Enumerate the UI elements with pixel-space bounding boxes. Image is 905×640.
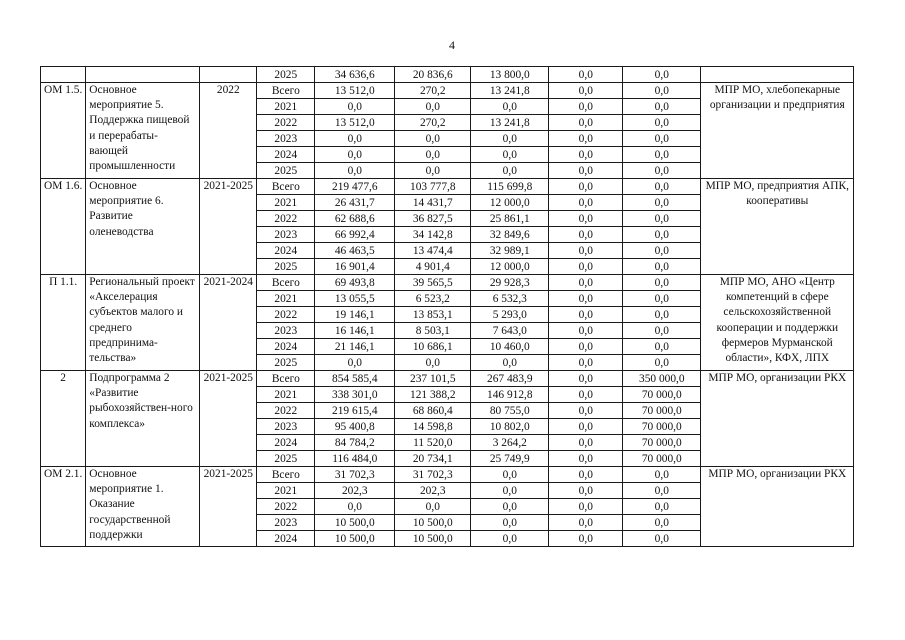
value-cell-federal: 0,0	[395, 131, 471, 147]
table-row	[41, 275, 854, 291]
year-cell: 2023	[257, 227, 315, 243]
value-cell-total: 0,0	[315, 99, 395, 115]
value-cell-local: 0,0	[549, 275, 623, 291]
year-cell: 2024	[257, 531, 315, 547]
value-cell-regional: 0,0	[471, 99, 549, 115]
value-cell-total: 34 636,6	[315, 67, 395, 83]
value-cell-federal: 4 901,4	[395, 259, 471, 275]
value-cell-federal: 202,3	[395, 483, 471, 499]
value-cell-total: 0,0	[315, 131, 395, 147]
year-cell: 2022	[257, 307, 315, 323]
value-cell-regional: 0,0	[471, 499, 549, 515]
value-cell-regional: 10 460,0	[471, 339, 549, 355]
item-code: ОМ 1.5.	[41, 83, 86, 179]
item-period: 2021-2025	[200, 371, 257, 467]
value-cell-regional: 3 264,2	[471, 435, 549, 451]
value-cell-total: 0,0	[315, 147, 395, 163]
item-code: ОМ 1.6.	[41, 179, 86, 275]
value-cell-total: 46 463,5	[315, 243, 395, 259]
value-cell-regional: 25 861,1	[471, 211, 549, 227]
item-code: П 1.1.	[41, 275, 86, 371]
value-cell-federal: 13 853,1	[395, 307, 471, 323]
value-cell-extrabudget: 0,0	[623, 259, 701, 275]
value-cell-extrabudget: 0,0	[623, 515, 701, 531]
value-cell-local: 0,0	[549, 387, 623, 403]
item-period: 2022	[200, 83, 257, 179]
page-number: 4	[449, 38, 455, 52]
value-cell-local: 0,0	[549, 211, 623, 227]
item-period: 2021-2024	[200, 275, 257, 371]
value-cell-regional: 5 293,0	[471, 307, 549, 323]
value-cell-total: 69 493,8	[315, 275, 395, 291]
value-cell-regional: 32 989,1	[471, 243, 549, 259]
value-cell-federal: 0,0	[395, 499, 471, 515]
value-cell-total: 66 992,4	[315, 227, 395, 243]
budget-table	[40, 66, 854, 547]
value-cell-extrabudget: 0,0	[623, 67, 701, 83]
value-cell-regional: 146 912,8	[471, 387, 549, 403]
value-cell-extrabudget: 0,0	[623, 467, 701, 483]
table-row	[41, 67, 854, 83]
value-cell-total: 0,0	[315, 499, 395, 515]
value-cell-local: 0,0	[549, 355, 623, 371]
year-cell: 2024	[257, 339, 315, 355]
value-cell-local: 0,0	[549, 371, 623, 387]
value-cell-local: 0,0	[549, 499, 623, 515]
item-code: ОМ 2.1.	[41, 467, 86, 547]
value-cell-federal: 270,2	[395, 83, 471, 99]
value-cell-regional: 32 849,6	[471, 227, 549, 243]
value-cell-regional: 29 928,3	[471, 275, 549, 291]
value-cell-extrabudget: 0,0	[623, 307, 701, 323]
value-cell-federal: 6 523,2	[395, 291, 471, 307]
value-cell-local: 0,0	[549, 83, 623, 99]
value-cell-local: 0,0	[549, 227, 623, 243]
year-cell: 2025	[257, 355, 315, 371]
item-responsible: МПР МО, организации РКХ	[701, 467, 854, 547]
value-cell-total: 0,0	[315, 163, 395, 179]
value-cell-total: 219 615,4	[315, 403, 395, 419]
value-cell-regional: 12 000,0	[471, 195, 549, 211]
value-cell-extrabudget: 0,0	[623, 355, 701, 371]
value-cell-total: 0,0	[315, 355, 395, 371]
value-cell-regional: 13 241,8	[471, 115, 549, 131]
year-cell: 2023	[257, 515, 315, 531]
year-cell: 2025	[257, 163, 315, 179]
item-name: Подпрограмма 2 «Развитие рыбохозяйствен-ного комплекса»	[86, 371, 200, 467]
value-cell-federal: 103 777,8	[395, 179, 471, 195]
empty-cell	[701, 67, 854, 83]
item-responsible: МПР МО, хлебопекарные организации и предприятия	[701, 83, 854, 179]
value-cell-federal: 20 836,6	[395, 67, 471, 83]
value-cell-local: 0,0	[549, 195, 623, 211]
value-cell-total: 95 400,8	[315, 419, 395, 435]
value-cell-regional: 13 241,8	[471, 83, 549, 99]
value-cell-extrabudget: 0,0	[623, 131, 701, 147]
value-cell-extrabudget: 0,0	[623, 227, 701, 243]
item-code: 2	[41, 371, 86, 467]
value-cell-local: 0,0	[549, 483, 623, 499]
value-cell-total: 13 055,5	[315, 291, 395, 307]
value-cell-regional: 7 643,0	[471, 323, 549, 339]
value-cell-regional: 0,0	[471, 163, 549, 179]
value-cell-extrabudget: 70 000,0	[623, 403, 701, 419]
value-cell-local: 0,0	[549, 515, 623, 531]
value-cell-federal: 31 702,3	[395, 467, 471, 483]
value-cell-total: 84 784,2	[315, 435, 395, 451]
value-cell-federal: 39 565,5	[395, 275, 471, 291]
table-row	[41, 179, 854, 195]
value-cell-extrabudget: 0,0	[623, 83, 701, 99]
value-cell-extrabudget: 0,0	[623, 531, 701, 547]
value-cell-extrabudget: 0,0	[623, 163, 701, 179]
value-cell-federal: 20 734,1	[395, 451, 471, 467]
value-cell-regional: 0,0	[471, 467, 549, 483]
value-cell-total: 13 512,0	[315, 115, 395, 131]
table-row	[41, 83, 854, 99]
value-cell-extrabudget: 0,0	[623, 275, 701, 291]
value-cell-federal: 10 500,0	[395, 531, 471, 547]
value-cell-federal: 10 686,1	[395, 339, 471, 355]
value-cell-extrabudget: 0,0	[623, 195, 701, 211]
value-cell-local: 0,0	[549, 291, 623, 307]
year-cell: Всего	[257, 371, 315, 387]
value-cell-federal: 121 388,2	[395, 387, 471, 403]
value-cell-total: 31 702,3	[315, 467, 395, 483]
value-cell-extrabudget: 350 000,0	[623, 371, 701, 387]
value-cell-regional: 0,0	[471, 483, 549, 499]
value-cell-federal: 0,0	[395, 355, 471, 371]
value-cell-total: 13 512,0	[315, 83, 395, 99]
year-cell: Всего	[257, 83, 315, 99]
year-cell: 2025	[257, 67, 315, 83]
year-cell: 2022	[257, 115, 315, 131]
value-cell-federal: 0,0	[395, 147, 471, 163]
value-cell-federal: 13 474,4	[395, 243, 471, 259]
value-cell-federal: 270,2	[395, 115, 471, 131]
empty-cell	[200, 67, 257, 83]
value-cell-local: 0,0	[549, 339, 623, 355]
year-cell: 2024	[257, 147, 315, 163]
value-cell-local: 0,0	[549, 307, 623, 323]
item-name: Основное мероприятие 6. Развитие оленеводства	[86, 179, 200, 275]
value-cell-local: 0,0	[549, 131, 623, 147]
value-cell-total: 854 585,4	[315, 371, 395, 387]
value-cell-local: 0,0	[549, 99, 623, 115]
value-cell-extrabudget: 70 000,0	[623, 435, 701, 451]
value-cell-total: 62 688,6	[315, 211, 395, 227]
value-cell-total: 10 500,0	[315, 515, 395, 531]
value-cell-local: 0,0	[549, 403, 623, 419]
year-cell: 2021	[257, 195, 315, 211]
value-cell-extrabudget: 0,0	[623, 339, 701, 355]
value-cell-federal: 34 142,8	[395, 227, 471, 243]
value-cell-regional: 0,0	[471, 131, 549, 147]
value-cell-local: 0,0	[549, 435, 623, 451]
value-cell-extrabudget: 0,0	[623, 211, 701, 227]
table-row	[41, 467, 854, 483]
value-cell-regional: 12 000,0	[471, 259, 549, 275]
value-cell-federal: 0,0	[395, 99, 471, 115]
value-cell-extrabudget: 0,0	[623, 483, 701, 499]
year-cell: 2021	[257, 483, 315, 499]
value-cell-federal: 11 520,0	[395, 435, 471, 451]
year-cell: 2024	[257, 243, 315, 259]
item-responsible: МПР МО, АНО «Центр компетенций в сфере сельскохозяйственной кооперации и поддержки фермеров Мурманской области», КФХ, ЛПХ	[701, 275, 854, 371]
value-cell-regional: 0,0	[471, 515, 549, 531]
value-cell-regional: 25 749,9	[471, 451, 549, 467]
value-cell-local: 0,0	[549, 243, 623, 259]
value-cell-total: 202,3	[315, 483, 395, 499]
value-cell-local: 0,0	[549, 115, 623, 131]
empty-cell	[41, 67, 86, 83]
value-cell-federal: 36 827,5	[395, 211, 471, 227]
value-cell-local: 0,0	[549, 67, 623, 83]
value-cell-regional: 115 699,8	[471, 179, 549, 195]
value-cell-federal: 68 860,4	[395, 403, 471, 419]
value-cell-regional: 10 802,0	[471, 419, 549, 435]
value-cell-extrabudget: 70 000,0	[623, 387, 701, 403]
value-cell-local: 0,0	[549, 179, 623, 195]
value-cell-extrabudget: 0,0	[623, 291, 701, 307]
value-cell-extrabudget: 0,0	[623, 147, 701, 163]
value-cell-local: 0,0	[549, 419, 623, 435]
year-cell: 2022	[257, 211, 315, 227]
value-cell-federal: 14 431,7	[395, 195, 471, 211]
value-cell-extrabudget: 70 000,0	[623, 419, 701, 435]
value-cell-federal: 8 503,1	[395, 323, 471, 339]
item-period: 2021-2025	[200, 179, 257, 275]
value-cell-local: 0,0	[549, 147, 623, 163]
value-cell-regional: 267 483,9	[471, 371, 549, 387]
value-cell-total: 116 484,0	[315, 451, 395, 467]
item-responsible: МПР МО, предприятия АПК, кооперативы	[701, 179, 854, 275]
value-cell-total: 19 146,1	[315, 307, 395, 323]
year-cell: 2021	[257, 99, 315, 115]
year-cell: 2023	[257, 323, 315, 339]
empty-cell	[86, 67, 200, 83]
value-cell-local: 0,0	[549, 467, 623, 483]
value-cell-regional: 6 532,3	[471, 291, 549, 307]
value-cell-extrabudget: 0,0	[623, 99, 701, 115]
year-cell: 2022	[257, 499, 315, 515]
value-cell-extrabudget: 0,0	[623, 323, 701, 339]
value-cell-total: 26 431,7	[315, 195, 395, 211]
year-cell: Всего	[257, 179, 315, 195]
value-cell-local: 0,0	[549, 163, 623, 179]
value-cell-total: 16 901,4	[315, 259, 395, 275]
value-cell-regional: 0,0	[471, 147, 549, 163]
year-cell: Всего	[257, 467, 315, 483]
value-cell-extrabudget: 70 000,0	[623, 451, 701, 467]
value-cell-total: 16 146,1	[315, 323, 395, 339]
value-cell-total: 21 146,1	[315, 339, 395, 355]
year-cell: 2025	[257, 259, 315, 275]
value-cell-federal: 237 101,5	[395, 371, 471, 387]
item-period: 2021-2025	[200, 467, 257, 547]
value-cell-extrabudget: 0,0	[623, 499, 701, 515]
value-cell-local: 0,0	[549, 531, 623, 547]
value-cell-regional: 0,0	[471, 355, 549, 371]
value-cell-extrabudget: 0,0	[623, 115, 701, 131]
value-cell-regional: 13 800,0	[471, 67, 549, 83]
value-cell-federal: 0,0	[395, 163, 471, 179]
table-body	[41, 67, 854, 547]
item-responsible: МПР МО, организации РКХ	[701, 371, 854, 467]
year-cell: 2021	[257, 387, 315, 403]
year-cell: 2022	[257, 403, 315, 419]
year-cell: Всего	[257, 275, 315, 291]
value-cell-regional: 80 755,0	[471, 403, 549, 419]
year-cell: 2023	[257, 419, 315, 435]
value-cell-total: 10 500,0	[315, 531, 395, 547]
year-cell: 2021	[257, 291, 315, 307]
value-cell-total: 338 301,0	[315, 387, 395, 403]
year-cell: 2024	[257, 435, 315, 451]
year-cell: 2023	[257, 131, 315, 147]
item-name: Региональный проект «Акселерация субъектов малого и среднего предпринима-тельства»	[86, 275, 200, 371]
value-cell-extrabudget: 0,0	[623, 243, 701, 259]
year-cell: 2025	[257, 451, 315, 467]
value-cell-local: 0,0	[549, 451, 623, 467]
value-cell-local: 0,0	[549, 323, 623, 339]
value-cell-federal: 14 598,8	[395, 419, 471, 435]
value-cell-total: 219 477,6	[315, 179, 395, 195]
value-cell-local: 0,0	[549, 259, 623, 275]
value-cell-federal: 10 500,0	[395, 515, 471, 531]
table-row	[41, 371, 854, 387]
value-cell-regional: 0,0	[471, 531, 549, 547]
value-cell-extrabudget: 0,0	[623, 179, 701, 195]
item-name: Основное мероприятие 1. Оказание государственной поддержки	[86, 467, 200, 547]
item-name: Основное мероприятие 5. Поддержка пищевой и перерабаты-вающей промышленности	[86, 83, 200, 179]
